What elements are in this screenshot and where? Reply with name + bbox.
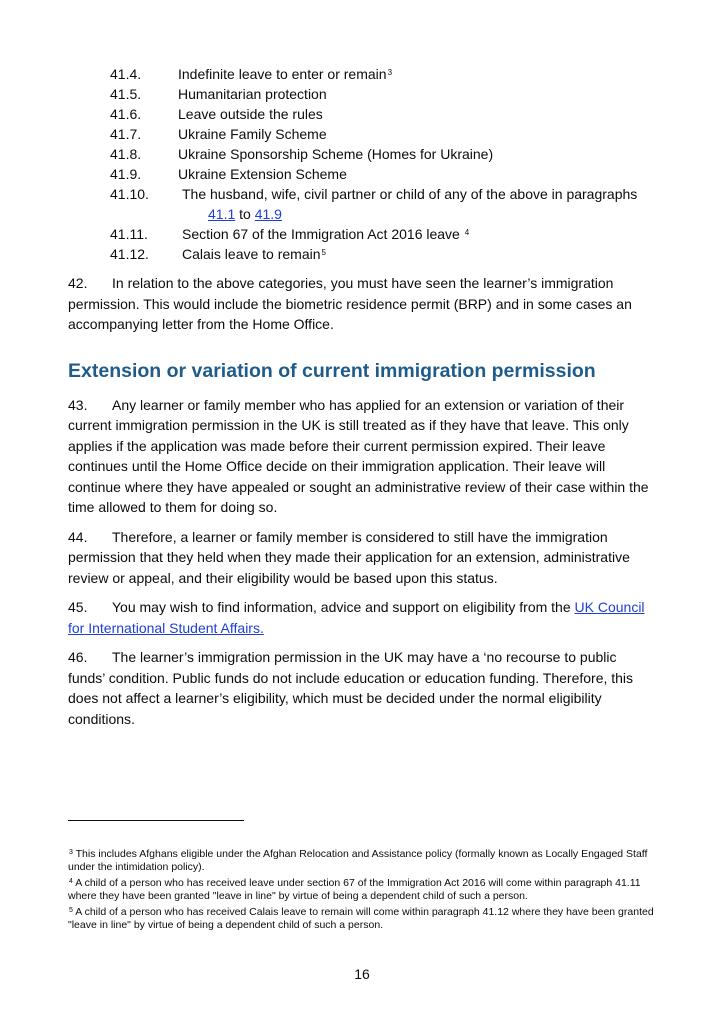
ukcisa-link[interactable]: UK Council for International Student Affairs. [68,599,645,636]
paragraph-number: 43. [68,396,88,413]
list-item-text: Humanitarian protection [178,86,327,102]
document-body [68,64,654,738]
paragraph-text: The learner’s immigration permission in the UK may have a ‘no recourse to public funds’ condition. Public funds do not include education or education funding. Therefore, this does not affect a learner’s eligibility, which must be decided under the normal eligibility conditions. [68,649,634,727]
footnote-text: This includes Afghans eligible under the Afghan Relocation and Assistance policy (formally known as Locally Engaged Staff under the intimidation policy). [68,848,648,873]
list-item [68,84,654,104]
list-item [68,224,654,244]
paragraph-text: Any learner or family member who has applied for an extension or variation of their current immigration permission in the UK is still treated as if they have that leave. This only applies if the application was made before their current permission expired. Their leave continues until the Home Office decide on their immigration application. Their leave will continue where they have appealed or sought an administrative review of their case within the time allowed to them for doing so. [68,396,649,515]
paragraph-link-41-1[interactable]: 41.1 [208,206,236,222]
list-item [68,164,654,184]
paragraph-link-41-9[interactable]: 41.9 [254,206,282,222]
paragraph-number: 46. [68,649,88,665]
list-item-text: Ukraine Family Scheme [178,126,327,142]
paragraph-44 [68,527,654,589]
list-item [68,184,654,224]
paragraph-text: You may wish to find information, advice and support on eligibility from the [112,599,575,615]
list-item-number: 41.11. [110,226,148,242]
footnote-text: A child of a person who has received leave under section 67 of the Immigration Act 2016 will come within paragraph 41.11 where they have been granted "leave in line" by virtue of being a dependent child of such a person. [68,877,641,902]
footnote-marker: 3 [69,849,73,856]
list-item-text: Indefinite leave to enter or remain [178,66,387,82]
list-item-text: Calais leave to remain [182,246,321,262]
footnote [68,877,654,902]
list-item-number: 41.4. [110,66,142,82]
footnote [68,848,654,873]
footnote-marker: 5 [69,907,73,914]
footnote-ref[interactable]: 5 [321,248,326,257]
list-item-text: Section 67 of the Immigration Act 2016 leave [182,226,464,242]
paragraph-number: 44. [68,528,88,545]
list-item [68,64,654,84]
footnotes [68,848,654,935]
footnote-marker: 4 [69,878,73,885]
list-item-text: The husband, wife, civil partner or child of any of the above in paragraphs [182,186,638,202]
list-item-text: Ukraine Sponsorship Scheme (Homes for Ukraine) [178,146,494,162]
list-item-number: 41.7. [110,126,142,142]
list-item [68,244,654,264]
list-item-number: 41.10. [110,186,149,202]
list-item [68,144,654,164]
footnote-ref[interactable]: 4 [464,228,470,237]
section-heading: Extension or variation of current immigration permission [68,359,596,382]
list-item-number: 41.9. [110,166,142,182]
paragraph-46 [68,647,654,729]
footnote [68,906,654,931]
list-item-text: Leave outside the rules [178,106,323,122]
footnote-ref[interactable]: 3 [387,68,393,77]
paragraph-42 [68,273,654,335]
paragraph-text: In relation to the above categories, you must have seen the learner’s immigration permission. This would include the biometric residence permit (BRP) and in some cases an accompanying letter from the Home Office. [68,275,632,332]
paragraph-number: 45. [68,599,88,615]
list-item [68,124,654,144]
page-number: 16 [354,966,370,982]
paragraph-number: 42. [68,275,88,291]
list-item [68,104,654,124]
list-item-text: Ukraine Extension Scheme [178,166,347,182]
footnote-text: A child of a person who has received Calais leave to remain will come within paragraph 41.12 where they have been granted "leave in line" by virtue of being a dependent child of such a person. [68,906,654,931]
list-item-number: 41.6. [110,106,142,122]
link-separator: to [235,206,255,222]
paragraph-43 [68,395,654,518]
footnote-divider [68,820,244,821]
list-item-number: 41.5. [110,86,142,102]
list-item-number: 41.12. [110,246,149,262]
list-item-number: 41.8. [110,146,142,162]
paragraph-45 [68,597,654,638]
paragraph-text: Therefore, a learner or family member is considered to still have the immigration permission that they held when they made their application for an extension, administrative review or appeal, and their eligibility would be based upon this status. [68,528,630,586]
